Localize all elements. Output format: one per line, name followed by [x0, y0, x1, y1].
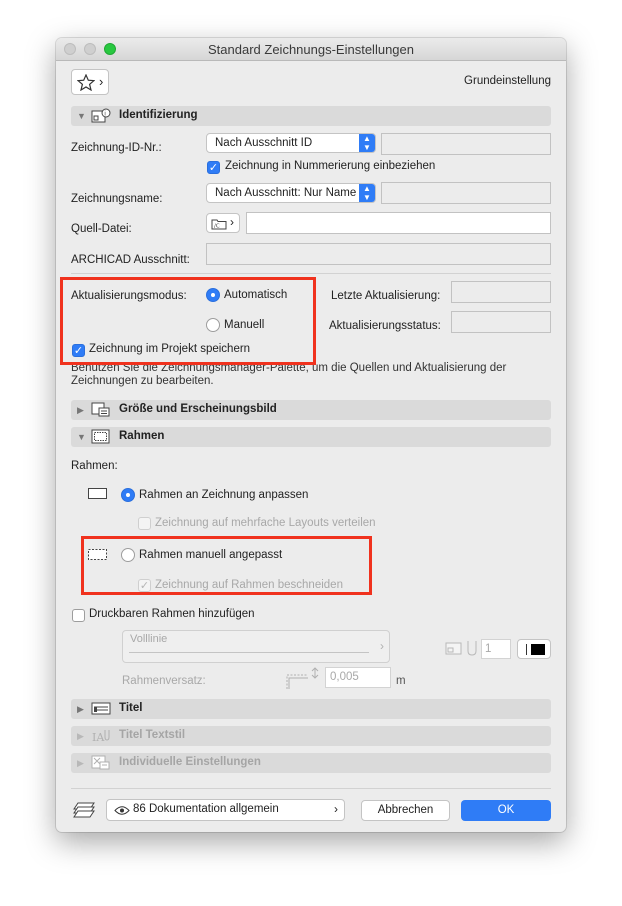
frame-offset-field[interactable]: 0,005	[325, 667, 391, 688]
solid-frame-icon	[88, 488, 107, 499]
frame-offset-unit: m	[396, 675, 406, 687]
expanded-triangle-icon: ▼	[77, 432, 86, 442]
section-title: Identifizierung	[119, 109, 198, 121]
archicad-view-field	[206, 243, 551, 265]
expanded-triangle-icon: ▼	[77, 111, 86, 121]
update-mode-label: Aktualisierungsmodus:	[71, 290, 187, 302]
section-title-text-style[interactable]	[71, 726, 551, 746]
store-in-project-label: Zeichnung im Projekt speichern	[89, 343, 251, 355]
crop-to-frame-checkbox[interactable]: ✓	[139, 580, 150, 592]
frame-icon	[91, 429, 111, 444]
printable-frame-checkbox[interactable]	[72, 609, 85, 622]
pen-icon	[445, 641, 465, 656]
printable-frame-label: Druckbaren Rahmen hinzufügen	[89, 608, 255, 620]
frame-label: Rahmen:	[71, 460, 118, 472]
dialog-window	[56, 38, 566, 832]
section-identification[interactable]	[71, 106, 551, 126]
collapsed-triangle-icon: ▶	[77, 758, 84, 768]
include-numbering-checkbox[interactable]: ✓	[208, 162, 219, 174]
highlight-box	[60, 277, 316, 365]
highlight-box	[81, 536, 372, 595]
svg-text:/C: /C	[214, 223, 220, 230]
dialog-content	[56, 61, 566, 832]
title-icon	[91, 701, 111, 716]
drawing-name-label: Zeichnungsname:	[71, 193, 163, 205]
drawing-name-field[interactable]	[381, 182, 551, 204]
frame-offset-label: Rahmenversatz:	[122, 675, 206, 687]
hint-text-line-2: Zeichnungen zu bearbeiten.	[71, 375, 214, 387]
pen-color-button[interactable]	[517, 639, 551, 659]
update-status-field	[451, 311, 551, 333]
chevron-right-icon: ›	[99, 74, 104, 89]
star-icon	[77, 74, 95, 91]
update-status-label: Aktualisierungsstatus:	[329, 320, 441, 332]
drawing-name-select[interactable]: Nach Ausschnitt: Nur Name ▲ ▼	[206, 183, 376, 203]
svg-text:IA: IA	[92, 731, 105, 743]
distribute-layouts-label: Zeichnung auf mehrfache Layouts verteilen	[155, 517, 376, 529]
line-type-select[interactable]: Volllinie ›	[122, 630, 390, 663]
title-bar[interactable]	[56, 38, 566, 61]
collapsed-triangle-icon: ▶	[77, 405, 84, 415]
include-numbering-label: Zeichnung in Nummerierung einbeziehen	[225, 160, 436, 172]
store-in-project-checkbox[interactable]: ✓	[73, 345, 84, 357]
drawing-id-select[interactable]: Nach Ausschnitt ID ▲ ▼	[206, 133, 376, 153]
collapsed-triangle-icon: ▶	[77, 731, 84, 741]
layers-icon	[72, 801, 96, 819]
folder-icon	[211, 218, 227, 230]
cancel-button[interactable]: Abbrechen	[361, 800, 450, 821]
section-size-appearance[interactable]	[71, 400, 551, 420]
svg-text:i: i	[104, 110, 106, 118]
last-update-field	[451, 281, 551, 303]
window-title: Standard Zeichnungs-Einstellungen	[208, 42, 414, 57]
source-file-field[interactable]	[246, 212, 551, 234]
frame-fit-label: Rahmen an Zeichnung anpassen	[139, 489, 309, 501]
section-frame[interactable]	[71, 427, 551, 447]
hint-text-line-1: Benutzen Sie die Zeichnungsmanager-Palette, um die Quellen und Aktualisierung der	[71, 362, 507, 374]
pen-number-field[interactable]: 1	[481, 639, 511, 659]
section-title: Rahmen	[119, 430, 165, 442]
archicad-view-label: ARCHICAD Ausschnitt:	[71, 254, 190, 266]
offset-icon	[286, 666, 322, 690]
color-swatch	[531, 644, 545, 655]
collapsed-triangle-icon: ▶	[77, 704, 84, 714]
chevron-right-icon: ›	[230, 215, 234, 229]
divider	[71, 273, 551, 274]
preset-label: Grundeinstellung	[464, 75, 551, 87]
frame-fit-radio[interactable]	[121, 488, 135, 502]
source-file-button[interactable]	[206, 213, 240, 233]
update-manual-label: Manuell	[224, 319, 265, 331]
section-title: Individuelle Einstellungen	[119, 756, 261, 768]
layer-select[interactable]: 86 Dokumentation allgemein ›	[106, 799, 345, 821]
drawing-id-field[interactable]	[381, 133, 551, 155]
line-preview	[129, 652, 369, 653]
section-title: Titel Textstil	[119, 729, 186, 741]
update-auto-label: Automatisch	[224, 289, 288, 301]
drawing-id-label: Zeichnung-ID-Nr.:	[71, 142, 162, 154]
chevron-right-icon: ›	[334, 802, 338, 816]
frame-manual-label: Rahmen manuell angepasst	[139, 549, 283, 561]
text-style-icon	[91, 728, 111, 743]
source-file-label: Quell-Datei:	[71, 223, 132, 235]
section-title: Titel	[119, 702, 143, 714]
favorites-button[interactable]	[71, 69, 109, 95]
stepper-arrows-icon: ▲ ▼	[359, 134, 375, 152]
chevron-right-icon: ›	[380, 639, 384, 653]
last-update-label: Letzte Aktualisierung:	[331, 290, 441, 302]
ok-button[interactable]: OK	[461, 800, 551, 821]
crop-to-frame-label: Zeichnung auf Rahmen beschneiden	[155, 579, 343, 591]
pen-weight-icon	[466, 640, 478, 657]
divider	[71, 788, 551, 789]
section-custom-settings[interactable]	[71, 753, 551, 773]
distribute-layouts-checkbox[interactable]	[138, 517, 151, 530]
section-title-settings[interactable]	[71, 699, 551, 719]
drawing-id-icon	[91, 108, 111, 123]
stepper-arrows-icon: ▲ ▼	[359, 184, 375, 202]
custom-settings-icon	[91, 755, 111, 770]
size-appearance-icon	[91, 402, 111, 417]
section-title: Größe und Erscheinungsbild	[119, 403, 277, 415]
eye-icon	[114, 805, 130, 816]
